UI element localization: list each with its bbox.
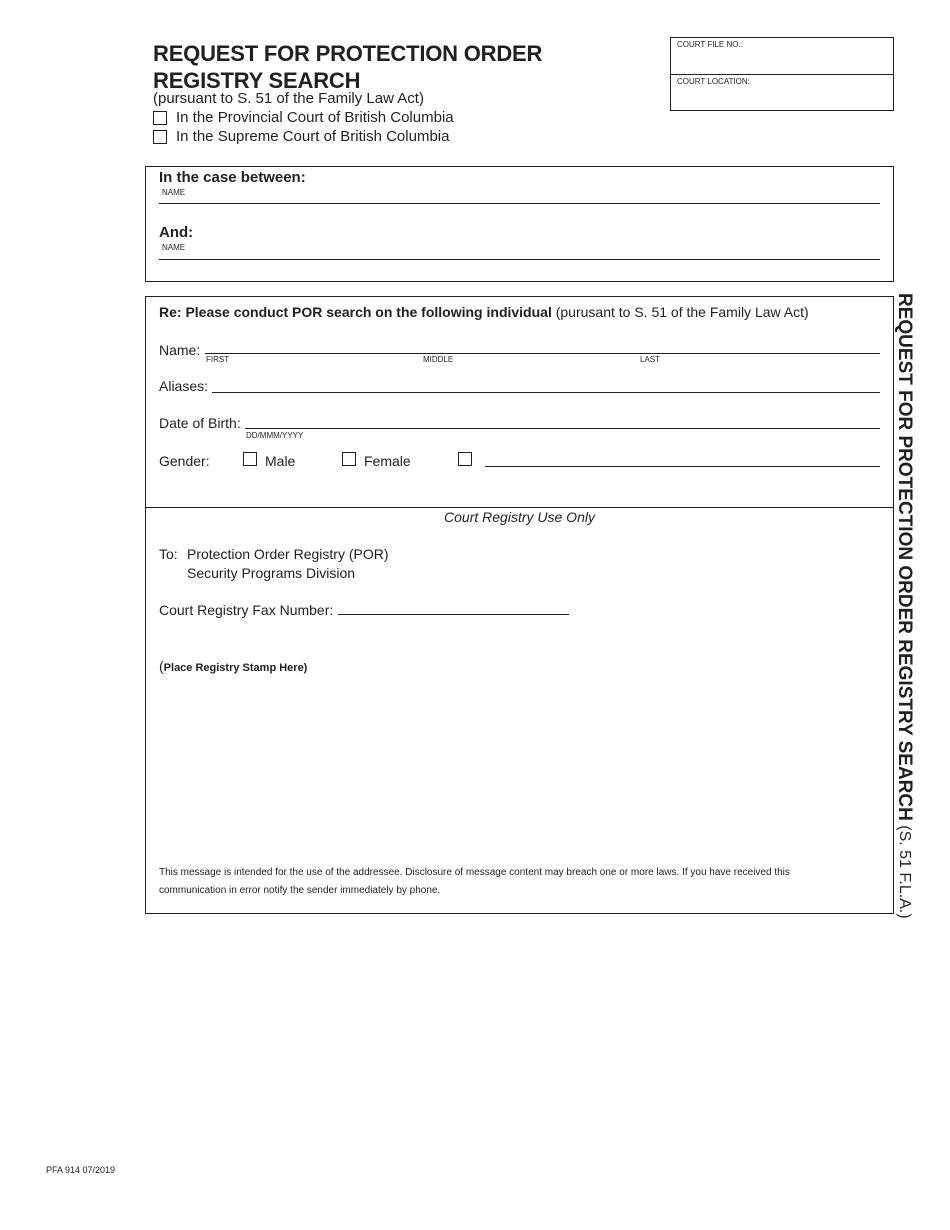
other-gender-field[interactable] — [485, 466, 880, 467]
request-heading-rest: (purusant to S. 51 of the Family Law Act) — [551, 304, 809, 320]
disclaimer — [159, 864, 790, 900]
to-line1: Protection Order Registry (POR) — [187, 546, 389, 562]
stamp-placeholder — [159, 658, 307, 676]
disclaimer-line2: communication in error notify the sender immediately by phone. — [159, 885, 441, 896]
female-checkbox[interactable] — [342, 452, 356, 466]
request-panel — [145, 296, 894, 914]
to-line2: Security Programs Division — [187, 565, 356, 581]
court-info-box — [670, 37, 894, 111]
court-location-field[interactable] — [671, 75, 893, 112]
side-title — [893, 293, 915, 919]
name-label: Name: — [159, 342, 201, 358]
other-gender-checkbox[interactable] — [458, 452, 472, 466]
to-label: To: — [159, 546, 178, 562]
name-last-caption: LAST — [640, 355, 661, 364]
party2-name-caption: NAME — [162, 243, 186, 252]
male-checkbox[interactable] — [243, 452, 257, 466]
case-between-label: In the case between: — [159, 169, 306, 186]
provincial-court-checkbox[interactable] — [153, 111, 167, 125]
party2-name-field[interactable] — [159, 259, 880, 260]
registry-divider — [146, 507, 893, 508]
side-title-bold: REQUEST FOR PROTECTION ORDER REGISTRY SEARCH — [894, 293, 915, 821]
female-label: Female — [364, 453, 411, 469]
registry-use-heading: Court Registry Use Only — [444, 509, 595, 525]
case-and-label: And: — [159, 224, 194, 241]
stamp-label: Place Registry Stamp Here) — [163, 662, 308, 674]
name-first-caption: FIRST — [206, 355, 230, 364]
name-field[interactable] — [205, 353, 880, 354]
side-title-normal: (S. 51 F.L.A.) — [896, 820, 913, 919]
case-parties-panel — [145, 166, 894, 282]
dob-caption: DD/MMM/YYYY — [246, 431, 304, 440]
form-title — [153, 40, 542, 94]
fax-label: Court Registry Fax Number: — [159, 602, 334, 618]
party1-name-caption: NAME — [162, 188, 186, 197]
request-heading-bold: Re: Please conduct POR search on the following individual — [159, 304, 552, 320]
name-middle-caption: MIDDLE — [423, 355, 454, 364]
request-heading — [159, 304, 809, 320]
court-location-label: COURT LOCATION: — [677, 77, 750, 86]
gender-label: Gender: — [159, 453, 210, 469]
aliases-label: Aliases: — [159, 378, 209, 394]
court-file-no-label: COURT FILE NO.: — [677, 40, 743, 49]
form-id-footer: PFA 914 07/2019 — [46, 1165, 116, 1175]
supreme-court-checkbox[interactable] — [153, 130, 167, 144]
court-file-no-field[interactable] — [671, 38, 893, 75]
provincial-court-label: In the Provincial Court of British Columbia — [176, 109, 454, 126]
stamp-open-paren: ( — [159, 658, 164, 674]
dob-label: Date of Birth: — [159, 415, 241, 431]
form-subtitle: (pursuant to S. 51 of the Family Law Act) — [153, 90, 424, 107]
court-option-provincial[interactable] — [153, 109, 454, 126]
party1-name-field[interactable] — [159, 203, 880, 204]
fax-number-field[interactable] — [338, 614, 569, 615]
form-title-line2: REGISTRY SEARCH — [153, 68, 361, 93]
dob-field[interactable] — [245, 428, 880, 429]
court-option-supreme[interactable] — [153, 128, 449, 145]
aliases-field[interactable] — [212, 392, 880, 393]
male-label: Male — [265, 453, 296, 469]
supreme-court-label: In the Supreme Court of British Columbia — [176, 128, 450, 145]
form-title-line1: REQUEST FOR PROTECTION ORDER — [153, 41, 543, 66]
disclaimer-line1: This message is intended for the use of the addressee. Disclosure of message content may breach one or more laws. If you have received this — [159, 867, 790, 878]
